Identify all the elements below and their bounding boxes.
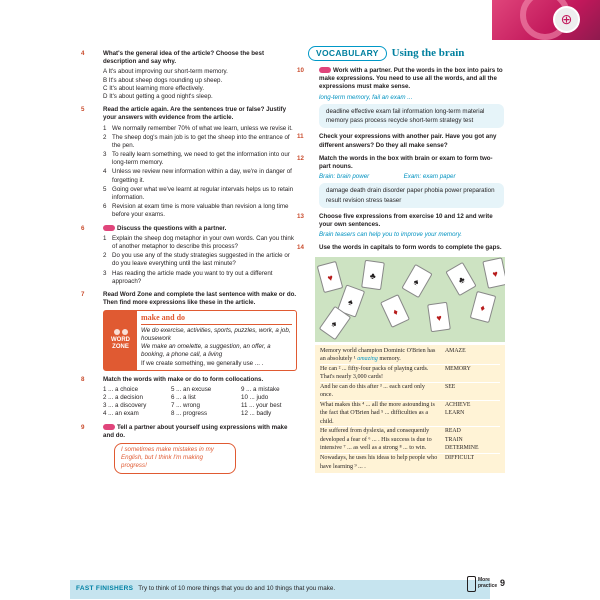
option-letter: C: [103, 84, 110, 92]
root-word: READ: [445, 428, 461, 435]
option-item: [103, 85, 297, 93]
more-practice-label: More practice: [478, 577, 498, 589]
exercise-number: 14: [297, 244, 304, 252]
gap-sentence: He suffered from dyslexia, and consequently developed a fear of ⁶ ... . His success is due to intensive ⁷ ... as well as a strong ⁸ ... to win.: [320, 428, 432, 452]
gap-root-words: [445, 401, 500, 427]
exercise-9: [81, 423, 297, 474]
collocation-item: 7 ... wrong: [171, 402, 200, 410]
item-number: 2: [103, 252, 107, 260]
gap-root-words: [445, 383, 500, 400]
exercise-5: [81, 106, 297, 219]
exercise-number: 12: [297, 154, 304, 162]
exercise-10: [297, 67, 504, 128]
exercise-number: 10: [297, 67, 304, 74]
example-speech-bubble: I sometimes make mistakes in my English, but I think I'm making progress!: [114, 443, 236, 474]
exercise-question: Use the words in capitals to form words to complete the gaps.: [319, 244, 502, 252]
exercise-number: 9: [81, 423, 85, 431]
example-text: Brain: brain power Exam: exam paper: [319, 173, 456, 181]
gap-sentence: What makes this ⁴ ... all the more astounding is the fact that O'Brien had ⁵ ... difficulties as a child.: [320, 401, 435, 425]
item-number: 4: [103, 168, 107, 176]
vocabulary-tag: VOCABULARY: [308, 46, 387, 61]
exercise-question: Choose five expressions from exercise 10 and 12 and write your own sentences.: [319, 212, 493, 229]
item-text: We normally remember 70% of what we learn, unless we revise it.: [112, 124, 293, 132]
collocation-item: 6 ... a list: [171, 394, 196, 402]
word-zone-box: [103, 310, 297, 370]
option-item: [103, 77, 297, 85]
item-text: Going over what we've learnt at regular intervals helps us to retain information.: [112, 185, 294, 201]
statement-list: [92, 125, 297, 220]
question-list: [92, 235, 297, 286]
item-text: Has reading the article made you want to try out a different approach?: [112, 269, 273, 285]
corner-decoration: [492, 0, 600, 40]
exercise-number: 5: [81, 106, 85, 114]
root-word: ACHIEVE: [445, 401, 471, 408]
item-text: The sheep dog's main job is to get the sheep into the entrance of the pen.: [112, 133, 290, 149]
item-number: 2: [103, 133, 107, 141]
page-number: 9: [500, 578, 506, 588]
root-word: TRAIN: [445, 436, 463, 443]
speech-bubble-icon: [103, 424, 115, 430]
globe-icon: ⊕: [553, 6, 580, 33]
section-header: [308, 46, 504, 61]
gap-root-words: [445, 365, 500, 382]
option-item: [103, 93, 297, 101]
gap-root-words: [445, 347, 500, 364]
playing-cards-photo: ♥ ♠ ♣ ♦ ♠ ♥ ♣ ♦ ♠ ♥: [315, 257, 505, 342]
section-title: Using the brain: [391, 47, 465, 60]
exercise-question: Check your expressions with another pair. Have you got any different answers? Do they all make sense?: [319, 133, 497, 149]
collocation-item: 3 ... a discovery: [103, 402, 147, 410]
exercise-11: [297, 133, 504, 149]
gap-row: [320, 364, 500, 382]
speech-bubble-icon: [319, 67, 331, 73]
gap-root-words: [445, 454, 500, 471]
word-zone-line: We do exercise, activities, sports, puzzles, work, a job, housework: [141, 326, 291, 342]
statement-item: [103, 203, 297, 219]
exercise-8: [81, 375, 297, 419]
gap-row: [320, 347, 500, 364]
statement-item: [103, 151, 297, 167]
item-text: Revision at exam time is more valuable than revision a long time before your exams.: [112, 203, 289, 219]
option-letter: D: [103, 92, 110, 100]
phone-icon: [467, 576, 476, 592]
left-column: [81, 50, 297, 479]
item-number: 1: [103, 124, 107, 132]
item-number: 3: [103, 269, 107, 277]
gap-sentence: Memory world champion Dominic O'Brien has an absolutely ¹ amazing memory.: [320, 347, 436, 363]
option-text: It's about getting a good night's sleep.: [109, 92, 213, 100]
root-word: MEMORY: [445, 365, 471, 372]
option-text: It's about improving our short-term memory.: [108, 68, 228, 76]
statement-item: [103, 186, 297, 202]
root-word: LEARN: [445, 409, 465, 416]
gap-row: [320, 426, 500, 453]
exercise-question: Work with a partner. Put the words in the box into pairs to make expressions. You need to use all the words, and all the expressions must make sense.: [319, 67, 503, 91]
statement-item: [103, 168, 297, 184]
statement-item: [103, 134, 297, 150]
collocation-item: 1 ... a choice: [103, 385, 139, 393]
option-item: [103, 68, 297, 76]
gap-sentence: He can ² ... fifty-four packs of playing cards. That's nearly 3,000 cards!: [320, 365, 429, 381]
word-zone-body: [137, 311, 296, 369]
option-text: It's about sheep dogs rounding up sheep.: [108, 76, 223, 84]
gap-sentence: Nowadays, he uses his ideas to help people who have learning ⁹ ... .: [320, 455, 438, 470]
item-number: 5: [103, 185, 107, 193]
gap-answer: amazing: [357, 356, 378, 363]
exercise-7: [81, 290, 297, 371]
word-zone-line: If we create something, we generally use ... .: [141, 359, 264, 367]
exercise-number: 11: [297, 133, 304, 141]
example-text: Brain teasers can help you to improve your memory.: [319, 231, 462, 239]
exercise-question: Discuss the questions with a partner.: [117, 224, 227, 232]
fast-finishers-label: FAST FINISHERS: [76, 585, 134, 593]
option-letter: A: [103, 68, 109, 76]
word-zone-label: WORD ZONE: [104, 311, 137, 369]
collocation-item: 4 ... an exam: [103, 410, 139, 418]
option-text: It's about learning more effectively.: [109, 84, 205, 92]
word-zone-line: We make an omelette, a suggestion, an offer, a booking, a phone call, a living: [141, 343, 271, 359]
gap-root-words: [445, 427, 500, 453]
exercise-number: 13: [297, 212, 304, 220]
exercise-question: Tell a partner about yourself using expressions with make and do.: [103, 423, 288, 439]
collocation-grid: [92, 386, 297, 419]
item-text: Unless we review new information within a day, we're in danger of forgetting it.: [112, 168, 292, 184]
collocation-item: 10 ... judo: [241, 394, 269, 402]
exercise-question: Read Word Zone and complete the last sentence with make or do. Then find more expressions like these in the article.: [103, 290, 297, 307]
exercise-14: [297, 244, 504, 252]
exercise-question: Match the words in the box with brain or exam to form two-part nouns.: [319, 154, 493, 170]
item-text: To really learn something, we need to get the information into our long-term memory.: [112, 151, 290, 167]
collocation-item: 8 ... progress: [171, 410, 208, 418]
fast-finishers-bar: [70, 580, 490, 599]
speech-bubble-icon: [103, 225, 115, 231]
item-number: 3: [103, 151, 107, 159]
gap-row: [320, 382, 500, 400]
root-word: DETERMINE: [445, 444, 479, 451]
question-item: [103, 235, 297, 251]
exercise-number: 6: [81, 224, 85, 232]
gap-sentence: And he can do this after ³ ... each card only once.: [320, 383, 425, 399]
root-word: SEE: [445, 383, 456, 390]
collocation-item: 11 ... your best: [241, 402, 282, 410]
item-number: 6: [103, 203, 107, 211]
word-zone-title: make and do: [141, 313, 292, 325]
gap-fill-text: [315, 345, 505, 473]
item-text: Explain the sheep dog metaphor in your own words. Can you think of another metaphor to describe this process?: [112, 234, 294, 250]
root-word: DIFFICULT: [445, 455, 475, 461]
exercise-6: [81, 224, 297, 286]
exercise-13: [297, 212, 504, 240]
exercise-12: [297, 154, 504, 208]
question-item: [103, 270, 297, 286]
gap-row: [320, 400, 500, 427]
root-word: AMAZE: [445, 347, 466, 354]
gap-row: [320, 453, 500, 471]
collocation-item: 5 ... an excuse: [171, 385, 212, 393]
exercise-question: Read the article again. Are the sentences true or false? Justify your answers with evidence from the article.: [103, 106, 287, 122]
word-box: damage death drain disorder paper phobia power preparation result revision stress teaser: [319, 183, 504, 208]
collocation-item: 12 ... badly: [241, 410, 272, 418]
fast-finishers-text: Try to think of 10 more things that you do and 10 things that you make.: [138, 585, 336, 593]
exercise-question: What's the general idea of the article? Choose the best description and say why.: [103, 50, 265, 66]
example-text: long-term memory, fail an exam ...: [319, 93, 413, 101]
word-box: deadline effective exam fail information long-term material memory pass process recycle short-term strategy test: [319, 104, 504, 129]
item-text: Do you use any of the study strategies suggested in the article or do you leave everything until the last minute?: [112, 252, 290, 268]
right-column: [297, 46, 504, 473]
option-letter: B: [103, 76, 109, 84]
option-list: [92, 68, 297, 101]
exercise-number: 7: [81, 290, 85, 298]
exercise-number: 8: [81, 375, 85, 383]
exercise-4: [81, 50, 297, 101]
exercise-number: 4: [81, 50, 85, 57]
item-number: 1: [103, 234, 107, 242]
collocation-item: 9 ... a mistake: [241, 385, 280, 393]
question-item: [103, 252, 297, 268]
exercise-question: Match the words with make or do to form collocations.: [103, 375, 264, 383]
statement-item: [103, 125, 297, 133]
word-zone-icon: [114, 329, 128, 335]
collocation-item: 2 ... a decision: [103, 394, 143, 402]
